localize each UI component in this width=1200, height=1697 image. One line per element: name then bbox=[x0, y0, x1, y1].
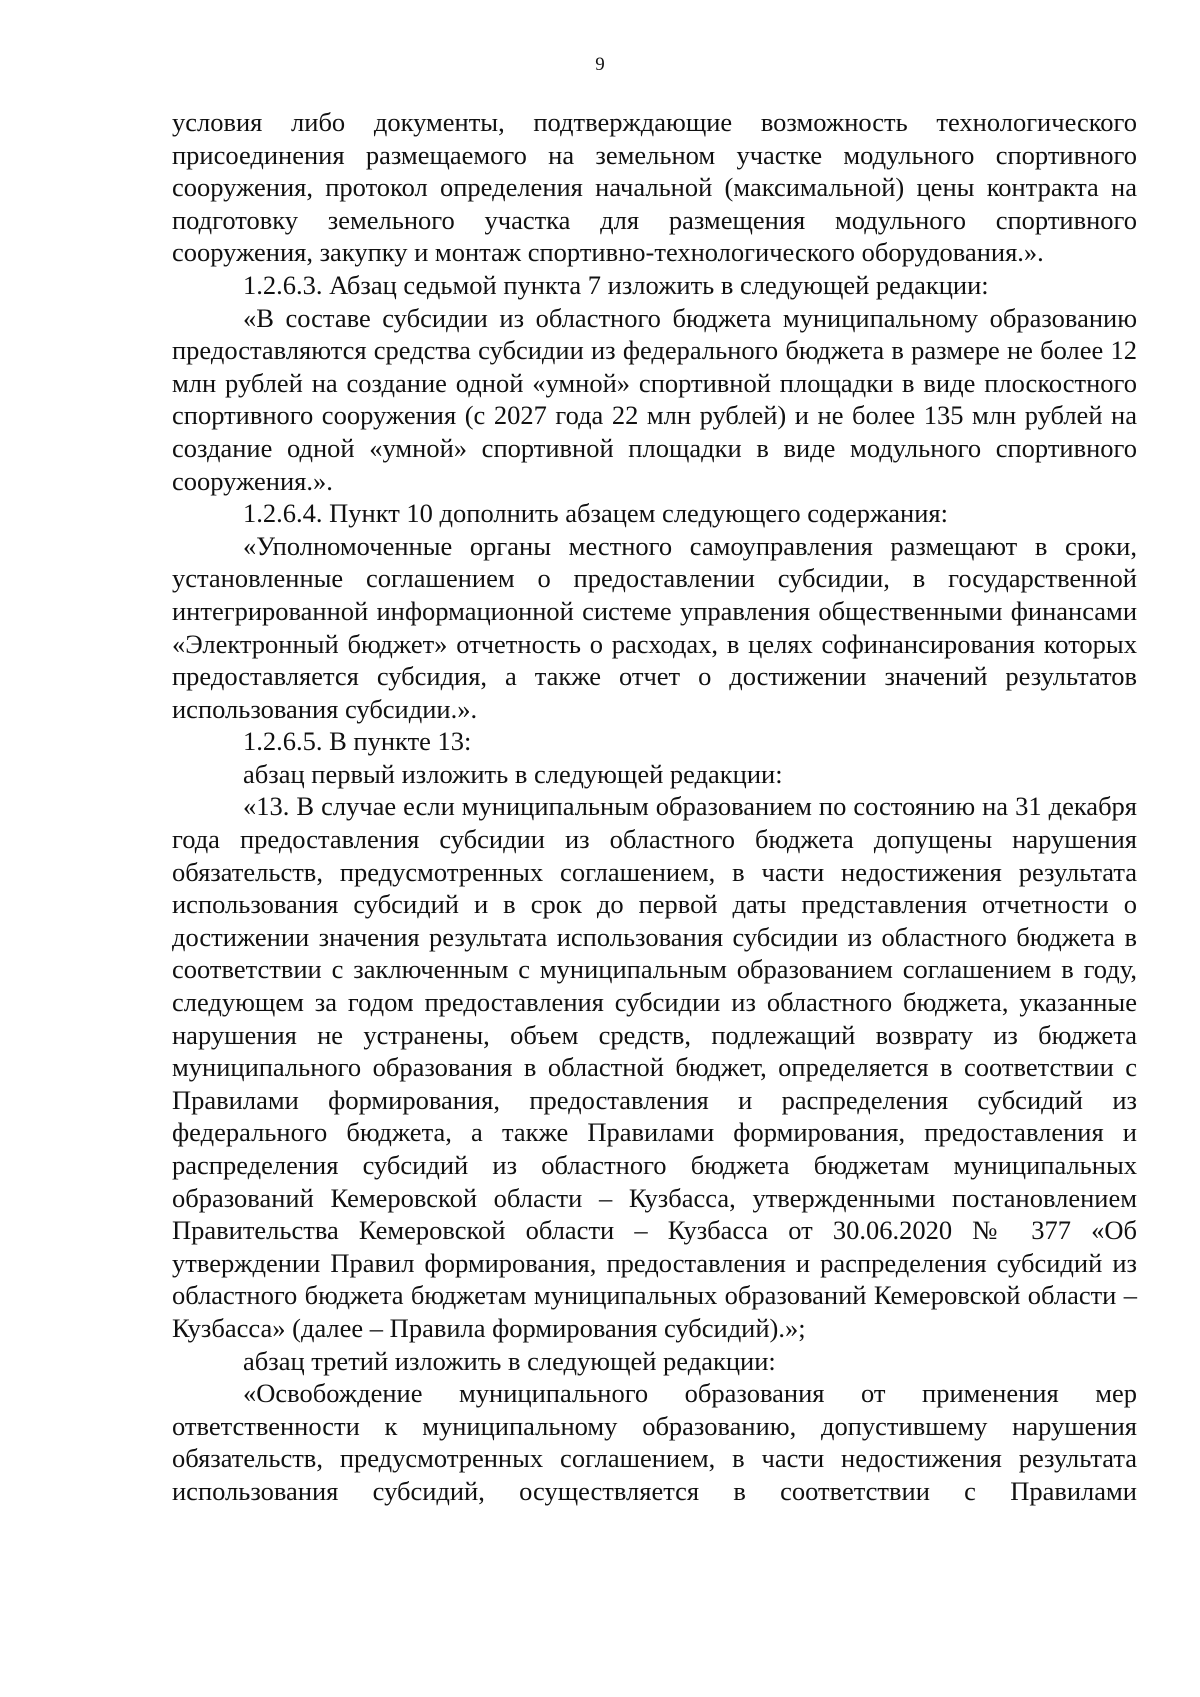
paragraph-item-1-2-6-3: 1.2.6.3. Абзац седьмой пункта 7 изложить в следующей редакции: bbox=[243, 269, 989, 300]
paragraph-quoted-item-13: «13. В случае если муниципальным образованием по состоянию на 31 декабря года предоставления субсидии из областного бюджета допущены нарушения обязательств, предусмотренных соглашением, в части недостижения результата использования субсидий и в срок до первой даты представления отчетности о достижении значения результата использования субсидии из областного бюджета в соответствии с заключенным с муниципальным образованием соглашением в году, следующем за годом предоставления субсидии из областного бюджета, указанные нарушения не устранены, объем средств, подлежащий возврату из бюджета муниципального образования в областной бюджет, определяется в соответствии с Правилами формирования, предоставления и распределения субсидий из федерального бюджета, а также Правилами формирования, предоставления и распределения субсидий из областного бюджета бюджетам муниципальных образований Кемеровской области – Кузбасса, утвержденными постановлением Правительства Кемеровской области – Кузбасса от 30.06.2020 № 377 «Об утверждении Правил формирования, предоставления и распределения субсидий из областного бюджета бюджетам муниципальных образований Кемеровской области – Кузбасса» (далее – Правила формирования субсидий).»; bbox=[172, 791, 1137, 1343]
paragraph-third-abzac-instruction: абзац третий изложить в следующей редакции: bbox=[243, 1345, 776, 1376]
document-body bbox=[172, 106, 1137, 1508]
page-number: 9 bbox=[595, 54, 605, 75]
paragraph-item-1-2-6-5: 1.2.6.5. В пункте 13: bbox=[243, 726, 472, 757]
paragraph-continuation: условия либо документы, подтверждающие возможность технологического присоединения размещаемого на земельном участке модульного спортивного сооружения, протокол определения начальной (максимальной) цены контракта на подготовку земельного участка для размещения модульного спортивного сооружения, закупку и монтаж спортивно-технологического оборудования.». bbox=[172, 107, 1137, 268]
paragraph-item-1-2-6-4: 1.2.6.4. Пункт 10 дополнить абзацем следующего содержания: bbox=[243, 498, 948, 529]
paragraph-quoted-subsidy-amounts: «В составе субсидии из областного бюджета муниципальному образованию предоставляются средства субсидии из федерального бюджета в размере не более 12 млн рублей на создание одной «умной» спортивной площадки в виде плоскостного спортивного сооружения (с 2027 года 22 млн рублей) и не более 135 млн рублей на создание одной «умной» спортивной площадки в виде модульного спортивного сооружения.». bbox=[172, 302, 1137, 496]
paragraph-quoted-reporting: «Уполномоченные органы местного самоуправления размещают в сроки, установленные соглашением о предоставлении субсидии, в государственной интегрированной информационной системе управления общественными финансами «Электронный бюджет» отчетность о расходах, в целях софинансирования которых предоставляется субсидия, а также отчет о достижении значений результатов использования субсидии.». bbox=[172, 530, 1137, 724]
paragraph-first-abzac-instruction: абзац первый изложить в следующей редакции: bbox=[243, 758, 783, 789]
paragraph-quoted-exemption: «Освобождение муниципального образования от применения мер ответственности к муниципальному образованию, допустившему нарушения обязательств, предусмотренных соглашением, в части недостижения результата использования субсидий, осуществляется в соответствии с Правилами bbox=[172, 1378, 1137, 1506]
